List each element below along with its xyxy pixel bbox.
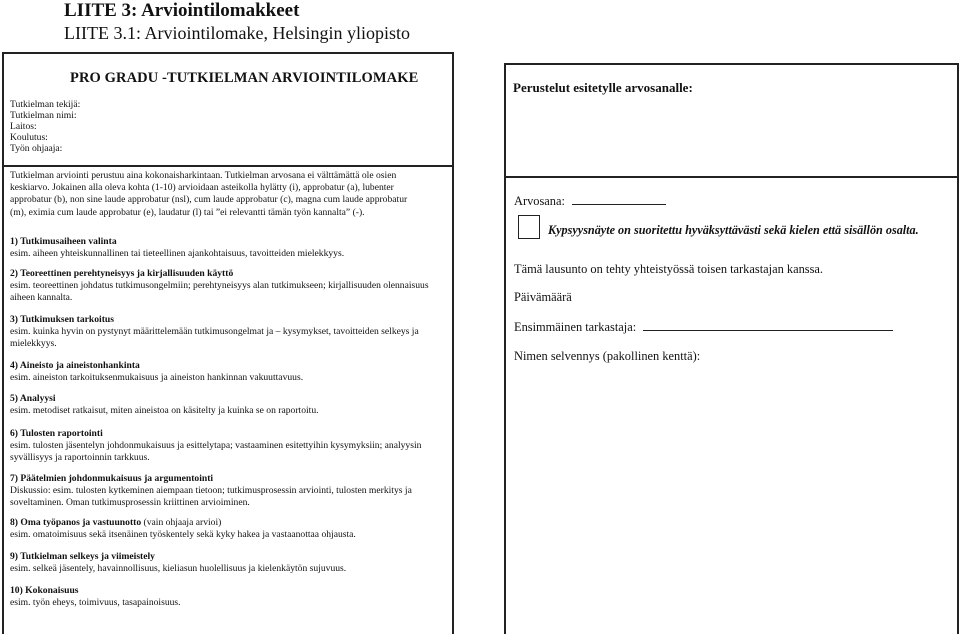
maturity-test-checkbox[interactable] <box>518 215 540 239</box>
criterion-3: 3) Tutkimuksen tarkoitus esim. kuinka hyvin on pystynyt määrittelemään tutkimusongelmat ja – kysymykset, tavoitteiden selkeys ja mielekkyys. <box>10 314 419 350</box>
justification-divider <box>504 176 959 178</box>
criterion-4: 4) Aineisto ja aineistonhankinta esim. aineiston tarkoituksenmukaisuus ja aineiston hankinnan vakuuttavuus. <box>10 360 304 384</box>
form-divider <box>2 165 454 167</box>
criterion-7: 7) Päätelmien johdonmukaisuus ja argumentointi Diskussio: esim. tulosten kytkeminen aiempaan tietoon; tutkimusprosessin arviointi, tulosten merkitys ja soveltaminen. Oman tutkimusprosessin kriittinen arvioiminen. <box>10 473 412 509</box>
form-fields <box>10 99 80 154</box>
criterion-10: 10) Kokonaisuus esim. työn eheys, toimivuus, tasapainoisuus. <box>10 585 181 609</box>
author-field-label[interactable]: Tutkielman tekijä: <box>10 99 81 110</box>
name-clarification-label[interactable]: Nimen selvennys (pakollinen kenttä): <box>514 349 701 363</box>
form-title: PRO GRADU -TUTKIELMAN ARVIOINTILOMAKE <box>70 70 419 86</box>
document-title: LIITE 3: Arviointilomakkeet <box>64 0 300 21</box>
examiner-signature-line[interactable] <box>643 320 893 331</box>
examiner-row <box>514 320 893 335</box>
criterion-6: 6) Tulosten raportointi esim. tulosten jäsentelyn johdonmukaisuus ja esittelytapa; vastaaminen esitettyihin kysymyksiin; analyysin syvällisyys ja raportoinnin tarkkuus. <box>10 428 422 464</box>
date-label[interactable]: Päivämäärä <box>514 290 572 304</box>
criterion-5: 5) Analyysi esim. metodiset ratkaisut, miten aineistoa on käsitelty ja kuinka se on raportoitu. <box>10 393 319 417</box>
maturity-test-label: Kypsyysnäyte on suoritettu hyväksyttävästi sekä kielen että sisällön osalta. <box>548 223 919 237</box>
document-subtitle: LIITE 3.1: Arviointilomake, Helsingin yliopisto <box>64 23 410 43</box>
grade-row <box>514 194 666 209</box>
thesis-name-field-label[interactable]: Tutkielman nimi: <box>10 110 77 121</box>
criterion-2: 2) Teoreettinen perehtyneisyys ja kirjallisuuden käyttö esim. teoreettinen johdatus tutkimusongelmiin; perehtyneisyys alan tutkimukseen; kirjallisuuden olennaisuus aiheen kannalta. <box>10 268 429 304</box>
examiner-label: Ensimmäinen tarkastaja: <box>514 320 637 334</box>
programme-field-label[interactable]: Koulutus: <box>10 132 48 143</box>
department-field-label[interactable]: Laitos: <box>10 121 37 132</box>
supervisor-field-label[interactable]: Työn ohjaaja: <box>10 143 63 154</box>
criterion-8: 8) Oma työpanos ja vastuunotto (vain ohjaaja arvioi) esim. omatoimisuus sekä itsenäinen työskentely sekä kyky hakea ja vastaanottaa ohjausta. <box>10 517 356 541</box>
justification-heading: Perustelut esitetylle arvosanalle: <box>513 80 693 95</box>
grade-input-line[interactable] <box>572 194 666 205</box>
criterion-1: 1) Tutkimusaiheen valinta esim. aiheen yhteiskunnallinen tai tieteellinen ajankohtaisuus, tavoitteiden mielekkyys. <box>10 236 345 260</box>
joint-statement: Tämä lausunto on tehty yhteistyössä toisen tarkastajan kanssa. <box>514 262 824 276</box>
grade-label: Arvosana: <box>514 194 565 208</box>
grading-instructions: Tutkielman arviointi perustuu aina kokonaisharkintaan. Tutkielman arvosana ei välttämättä ole osien keskiarvo. Jokainen alla oleva kohta (1-10) arvioidaan asteikolla hylätty (i), approbatur (a), lubenter approbatur (b), non sine laude approbatur (nsl), cum laude approbatur (c), magna cum laude approbatur (m), eximia cum laude approbatur (e), laudatur (l) tai ”ei relevantti tämän työn kannalta” (-). <box>10 170 408 218</box>
criterion-9: 9) Tutkielman selkeys ja viimeistely esim. selkeä jäsentely, havainnollisuus, kieliasun huolellisuus ja kielenkäytön sujuvuus. <box>10 551 347 575</box>
